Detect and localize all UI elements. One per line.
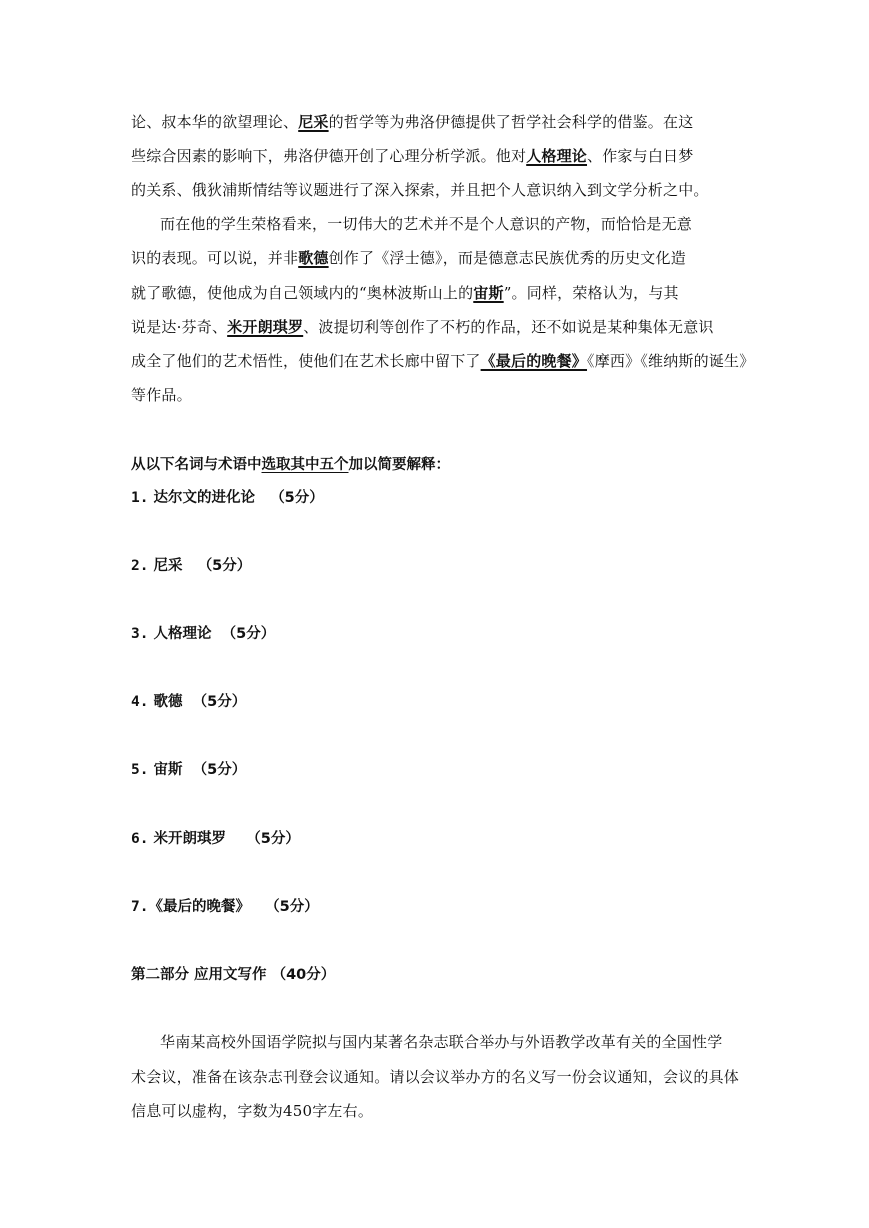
question-score: （5分） — [270, 490, 324, 506]
text-span: 从以下名词与术语中 — [131, 457, 262, 473]
text-span: 就了歌德，使他成为自己领域内的“奥林波斯山上的 — [131, 284, 474, 302]
question-text: 米开朗琪罗 — [153, 831, 227, 847]
passage2-line6: 等作品。 — [131, 386, 192, 404]
question-text: 《最后的晚餐》 — [148, 899, 250, 915]
question-number: 5. — [131, 762, 149, 778]
text-span: 识的表现。可以说，并非 — [131, 249, 299, 267]
text-span: 《摩西》《维纳斯的诞生》 — [587, 352, 755, 370]
question-score: （5分） — [265, 899, 319, 915]
question-text: 人格理论 — [153, 626, 212, 642]
question-7 — [131, 897, 319, 917]
text-span: 的哲学等为弗洛伊德提供了哲学社会科学的借鉴。在这 — [328, 113, 694, 131]
passage1-line3: 的关系、俄狄浦斯情结等议题进行了深入探索，并且把个人意识纳入到文学分析之中。 — [131, 181, 709, 199]
question-number: 4. — [131, 694, 149, 710]
passage1-line1 — [131, 112, 741, 132]
part2-line1: 华南某高校外国语学院拟与国内某著名杂志联合举办与外语教学改革有关的全国性学 — [160, 1033, 723, 1051]
question-number: 3. — [131, 626, 149, 642]
keyword-zeus: 宙斯 — [473, 284, 504, 302]
keyword-michelangelo: 米开朗琪罗 — [227, 318, 304, 336]
text-span: 、波提切利等创作了不朽的作品，还不如说是某种集体无意识 — [303, 318, 714, 336]
keyword-goethe: 歌德 — [298, 249, 329, 267]
text-span: 创作了《浮士德》，而是德意志民族优秀的历史文化造 — [328, 249, 686, 267]
passage2-line2 — [131, 248, 741, 268]
passage2-line5 — [131, 351, 755, 371]
text-span: 些综合因素的影响下，弗洛伊德开创了心理分析学派。他对 — [131, 147, 527, 165]
question-score: （5分） — [197, 558, 252, 574]
question-score: （5分） — [192, 694, 247, 710]
question-number: 6. — [131, 831, 149, 847]
text-span: 说是达·芬奇、 — [131, 318, 228, 336]
question-6 — [131, 829, 300, 849]
question-text: 宙斯 — [153, 762, 183, 778]
part2-line2: 术会议，准备在该杂志刊登会议通知。请以会议举办方的名义写一份会议通知，会议的具体 — [131, 1068, 740, 1086]
question-score: （5分） — [192, 762, 247, 778]
passage2-line4 — [131, 317, 741, 337]
passage2-line1: 而在他的学生荣格看来，一切伟大的艺术并不是个人意识的产物，而恰恰是无意 — [160, 215, 693, 233]
keyword-personality-theory: 人格理论 — [526, 147, 588, 165]
question-2 — [131, 556, 251, 576]
text-span: ”。同样，荣格认为，与其 — [503, 284, 679, 302]
question-number: 2. — [131, 558, 149, 574]
keyword-last-supper: 《最后的晚餐》 — [480, 352, 588, 370]
instruction-heading — [131, 455, 450, 475]
text-span: 加以简要解释： — [348, 457, 450, 473]
question-5 — [131, 760, 246, 780]
question-score: （5分） — [221, 626, 276, 642]
passage2-line3 — [131, 283, 741, 303]
part2-heading: 第二部分 应用文写作 （40分） — [131, 967, 336, 983]
question-1 — [131, 488, 324, 508]
passage1-line2 — [131, 146, 741, 166]
question-score: （5分） — [246, 831, 300, 847]
question-number: 7. — [131, 899, 149, 915]
text-span: 成全了他们的艺术悟性，使他们在艺术长廊中留下了 — [131, 352, 481, 370]
question-number: 1. — [131, 490, 149, 506]
question-3 — [131, 624, 275, 644]
question-text: 尼采 — [153, 558, 183, 574]
question-4 — [131, 692, 246, 712]
question-text: 达尔文的进化论 — [153, 490, 256, 506]
text-span: 论、叔本华的欲望理论、 — [131, 113, 299, 131]
keyword-nietzsche: 尼采 — [298, 113, 329, 131]
text-span: 、作家与白日梦 — [587, 147, 694, 165]
part2-line3: 信息可以虚构，字数为450字左右。 — [131, 1102, 374, 1120]
instruction-underlined: 选取其中五个 — [261, 457, 349, 473]
question-text: 歌德 — [153, 694, 183, 710]
